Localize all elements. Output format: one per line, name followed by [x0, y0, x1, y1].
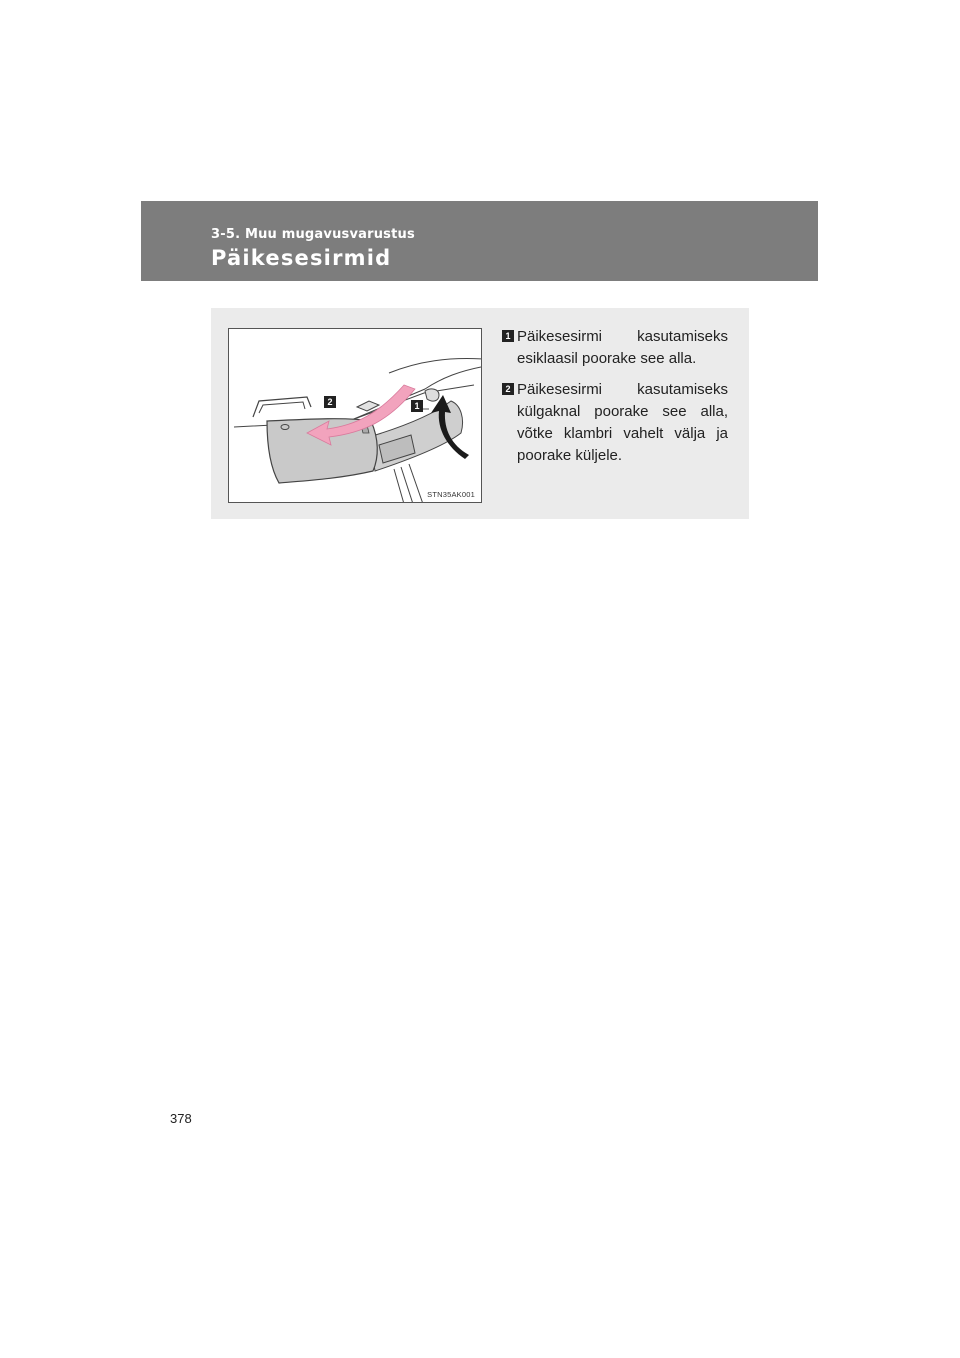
sun-visor-drawing	[229, 329, 482, 503]
step-number-badge: 1	[502, 330, 514, 342]
step-number-badge: 2	[502, 383, 514, 395]
instruction-step	[502, 326, 728, 370]
step-text: Päikesesirmi kasutamiseks külgaknal poorake see alla, võtke klambri vahelt välja ja poorake küljele.	[517, 381, 728, 464]
figure-badge-1: 1	[411, 400, 423, 412]
figure-code: STN35AK001	[427, 490, 475, 499]
page-title: Päikesesirmid	[211, 246, 392, 270]
instruction-list	[502, 326, 728, 476]
content-panel	[211, 308, 749, 519]
section-header-band	[141, 201, 818, 281]
figure-badge-2: 2	[324, 396, 336, 408]
sun-visor-illustration	[228, 328, 482, 503]
step-text: Päikesesirmi kasutamiseks esiklaasil poorake see alla.	[517, 328, 728, 367]
section-label: 3-5. Muu mugavusvarustus	[211, 227, 415, 242]
page-number: 378	[170, 1111, 192, 1126]
instruction-step	[502, 379, 728, 467]
